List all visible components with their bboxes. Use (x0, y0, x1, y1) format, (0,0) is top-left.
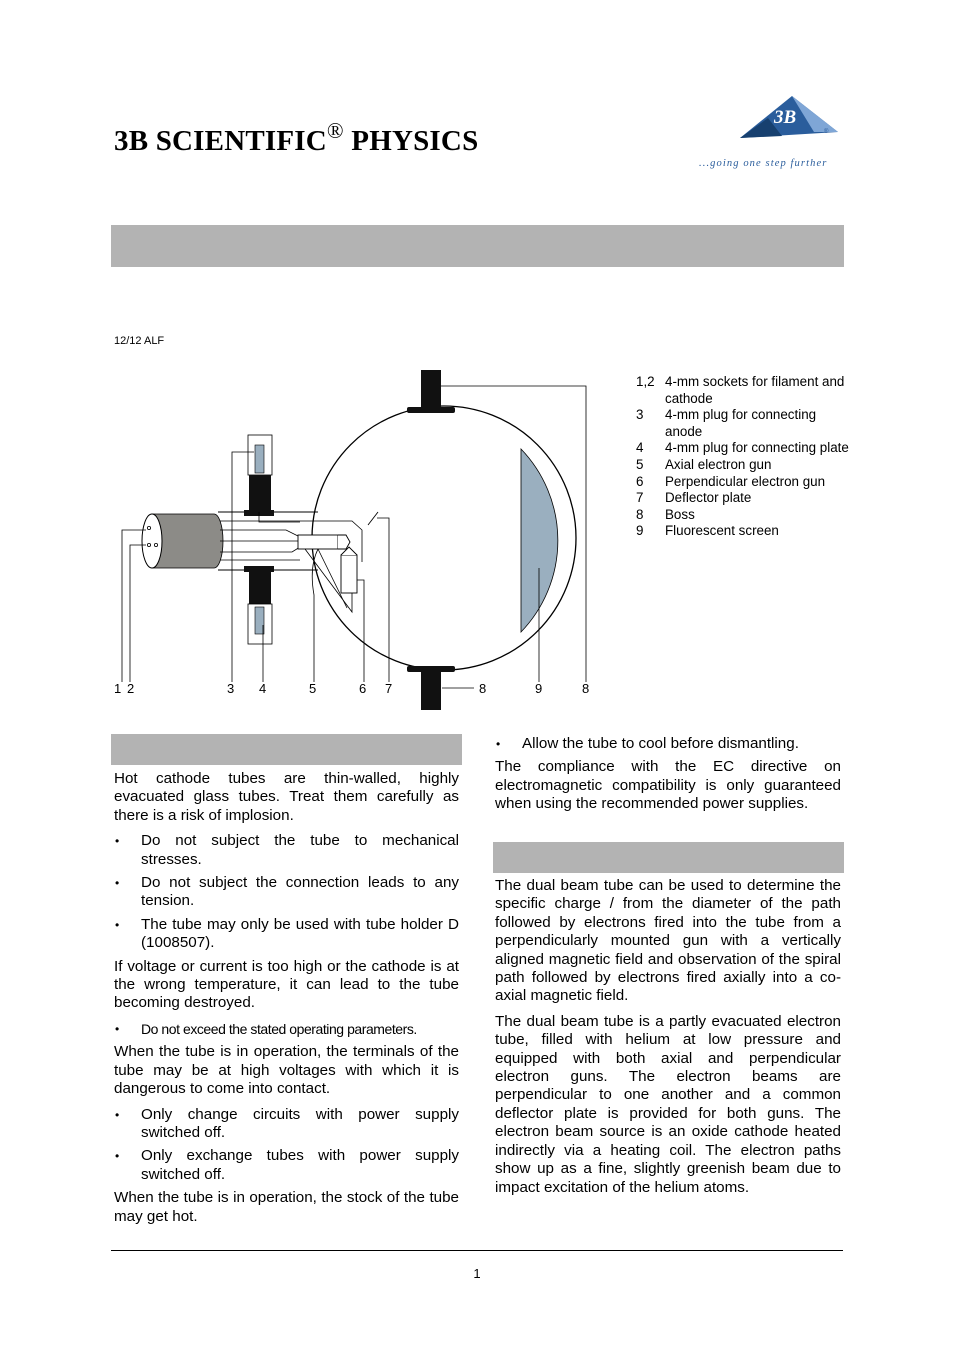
safety-instructions (114, 770, 459, 1233)
brand-name: 3B SCIENTIFIC (114, 125, 327, 157)
company-logo (696, 92, 846, 172)
label-5: 5 (309, 681, 317, 696)
perpendicular-electron-gun (341, 555, 357, 593)
description-paragraph: The dual beam tube can be used to determine the specific charge / from the diameter of the path followed by electrons fired into the tube from a perpendicularly mounted gun with a vertically aligned magnetic field and observation of the spiral path followed by electrons fired axially into a co-axial magnetic field. (495, 877, 841, 1005)
page-number: 1 (473, 1266, 481, 1281)
registered-mark: ® (326, 118, 344, 143)
list-item: • Do not exceed the stated operating parameters. (114, 1020, 459, 1038)
safety-bullet-list (495, 735, 841, 753)
emc-paragraph: The compliance with the EC directive on electromagnetic compatibility is only guaranteed when using the recommended power supplies. (495, 758, 841, 813)
description-section-bar (493, 842, 844, 873)
parts-list-item: 3 4-mm plug for connecting anode (636, 407, 817, 439)
logo-tagline: ...going one step further (699, 158, 828, 169)
safety-paragraph: If voltage or current is too high or the cathode is at the wrong temperature, it can lead to the tube becoming destroyed. (114, 957, 459, 1012)
brand-title (114, 118, 478, 158)
document-reference: 12/12 ALF (114, 335, 165, 347)
boss-bottom (421, 670, 441, 710)
label-7: 7 (385, 681, 393, 696)
safety-bullet-list (114, 1020, 459, 1038)
stock-end (142, 514, 162, 568)
parts-list-item: 8 Boss (636, 506, 695, 522)
label-8b: 8 (582, 681, 590, 696)
safety-section-bar (111, 734, 462, 765)
logo-mark: 3B (774, 107, 797, 128)
footer-divider (111, 1250, 843, 1251)
svg-text:®: ® (824, 129, 829, 135)
parts-list-item: 5 Axial electron gun (636, 456, 772, 472)
parts-list-item: 6 Perpendicular electron gun (636, 473, 826, 489)
description-text (495, 877, 841, 1204)
list-item: • The tube may only be used with tube holder D (1008507). (114, 916, 459, 953)
label-6: 6 (359, 681, 367, 696)
boss-top (421, 370, 441, 410)
parts-list-item: 1,2 4-mm sockets for filament and cathode (636, 374, 845, 406)
parts-list-item: 9 Fluorescent screen (636, 523, 779, 539)
safety-paragraph: Hot cathode tubes are thin-walled, highly evacuated glass tubes. Treat them carefully as there is a risk of implosion. (114, 770, 459, 824)
tube-diagram (108, 368, 608, 713)
label-1: 1 (114, 681, 122, 696)
safety-bullet-list (114, 832, 459, 952)
safety-bullet-list (114, 1106, 459, 1185)
list-item: • Allow the tube to cool before dismantling. (495, 735, 841, 753)
label-8a: 8 (479, 681, 487, 696)
tube-diagram-svg (108, 368, 608, 713)
list-item: • Do not subject the connection leads to any tension. (114, 874, 459, 911)
list-item: • Only exchange tubes with power supply switched off. (114, 1147, 459, 1184)
list-item: • Do not subject the tube to mechanical stresses. (114, 832, 459, 869)
parts-list-item: 7 Deflector plate (636, 490, 752, 506)
parts-list-item: 4 4-mm plug for connecting plate (636, 440, 849, 456)
label-4: 4 (259, 681, 267, 696)
list-item: • Only change circuits with power supply switched off. (114, 1106, 459, 1143)
safety-paragraph: When the tube is in operation, the terminals of the tube may be at high voltages with which it is dangerous to come into contact. (114, 1043, 459, 1098)
brand-physics: PHYSICS (343, 125, 479, 157)
safety-continued (495, 735, 841, 821)
parts-list (636, 374, 851, 540)
tube-stock (152, 514, 223, 568)
label-9: 9 (535, 681, 543, 696)
label-2: 2 (127, 681, 135, 696)
safety-paragraph: When the tube is in operation, the stock of the tube may get hot. (114, 1189, 459, 1225)
title-bar (111, 225, 844, 267)
description-paragraph: The dual beam tube is a partly evacuated electron tube, filled with helium at low pressure and equipped with both axial and perpendicular electron guns. The electron beams are perpendicular to one another and a common deflector plate is provided for both guns. The electron beam source is an oxide cathode heated indirectly via a heating coil. The electron paths show up as a fine, slightly greenish beam due to impact excitation of the helium atoms. (495, 1012, 841, 1196)
label-3: 3 (227, 681, 235, 696)
axial-electron-gun (298, 535, 338, 549)
